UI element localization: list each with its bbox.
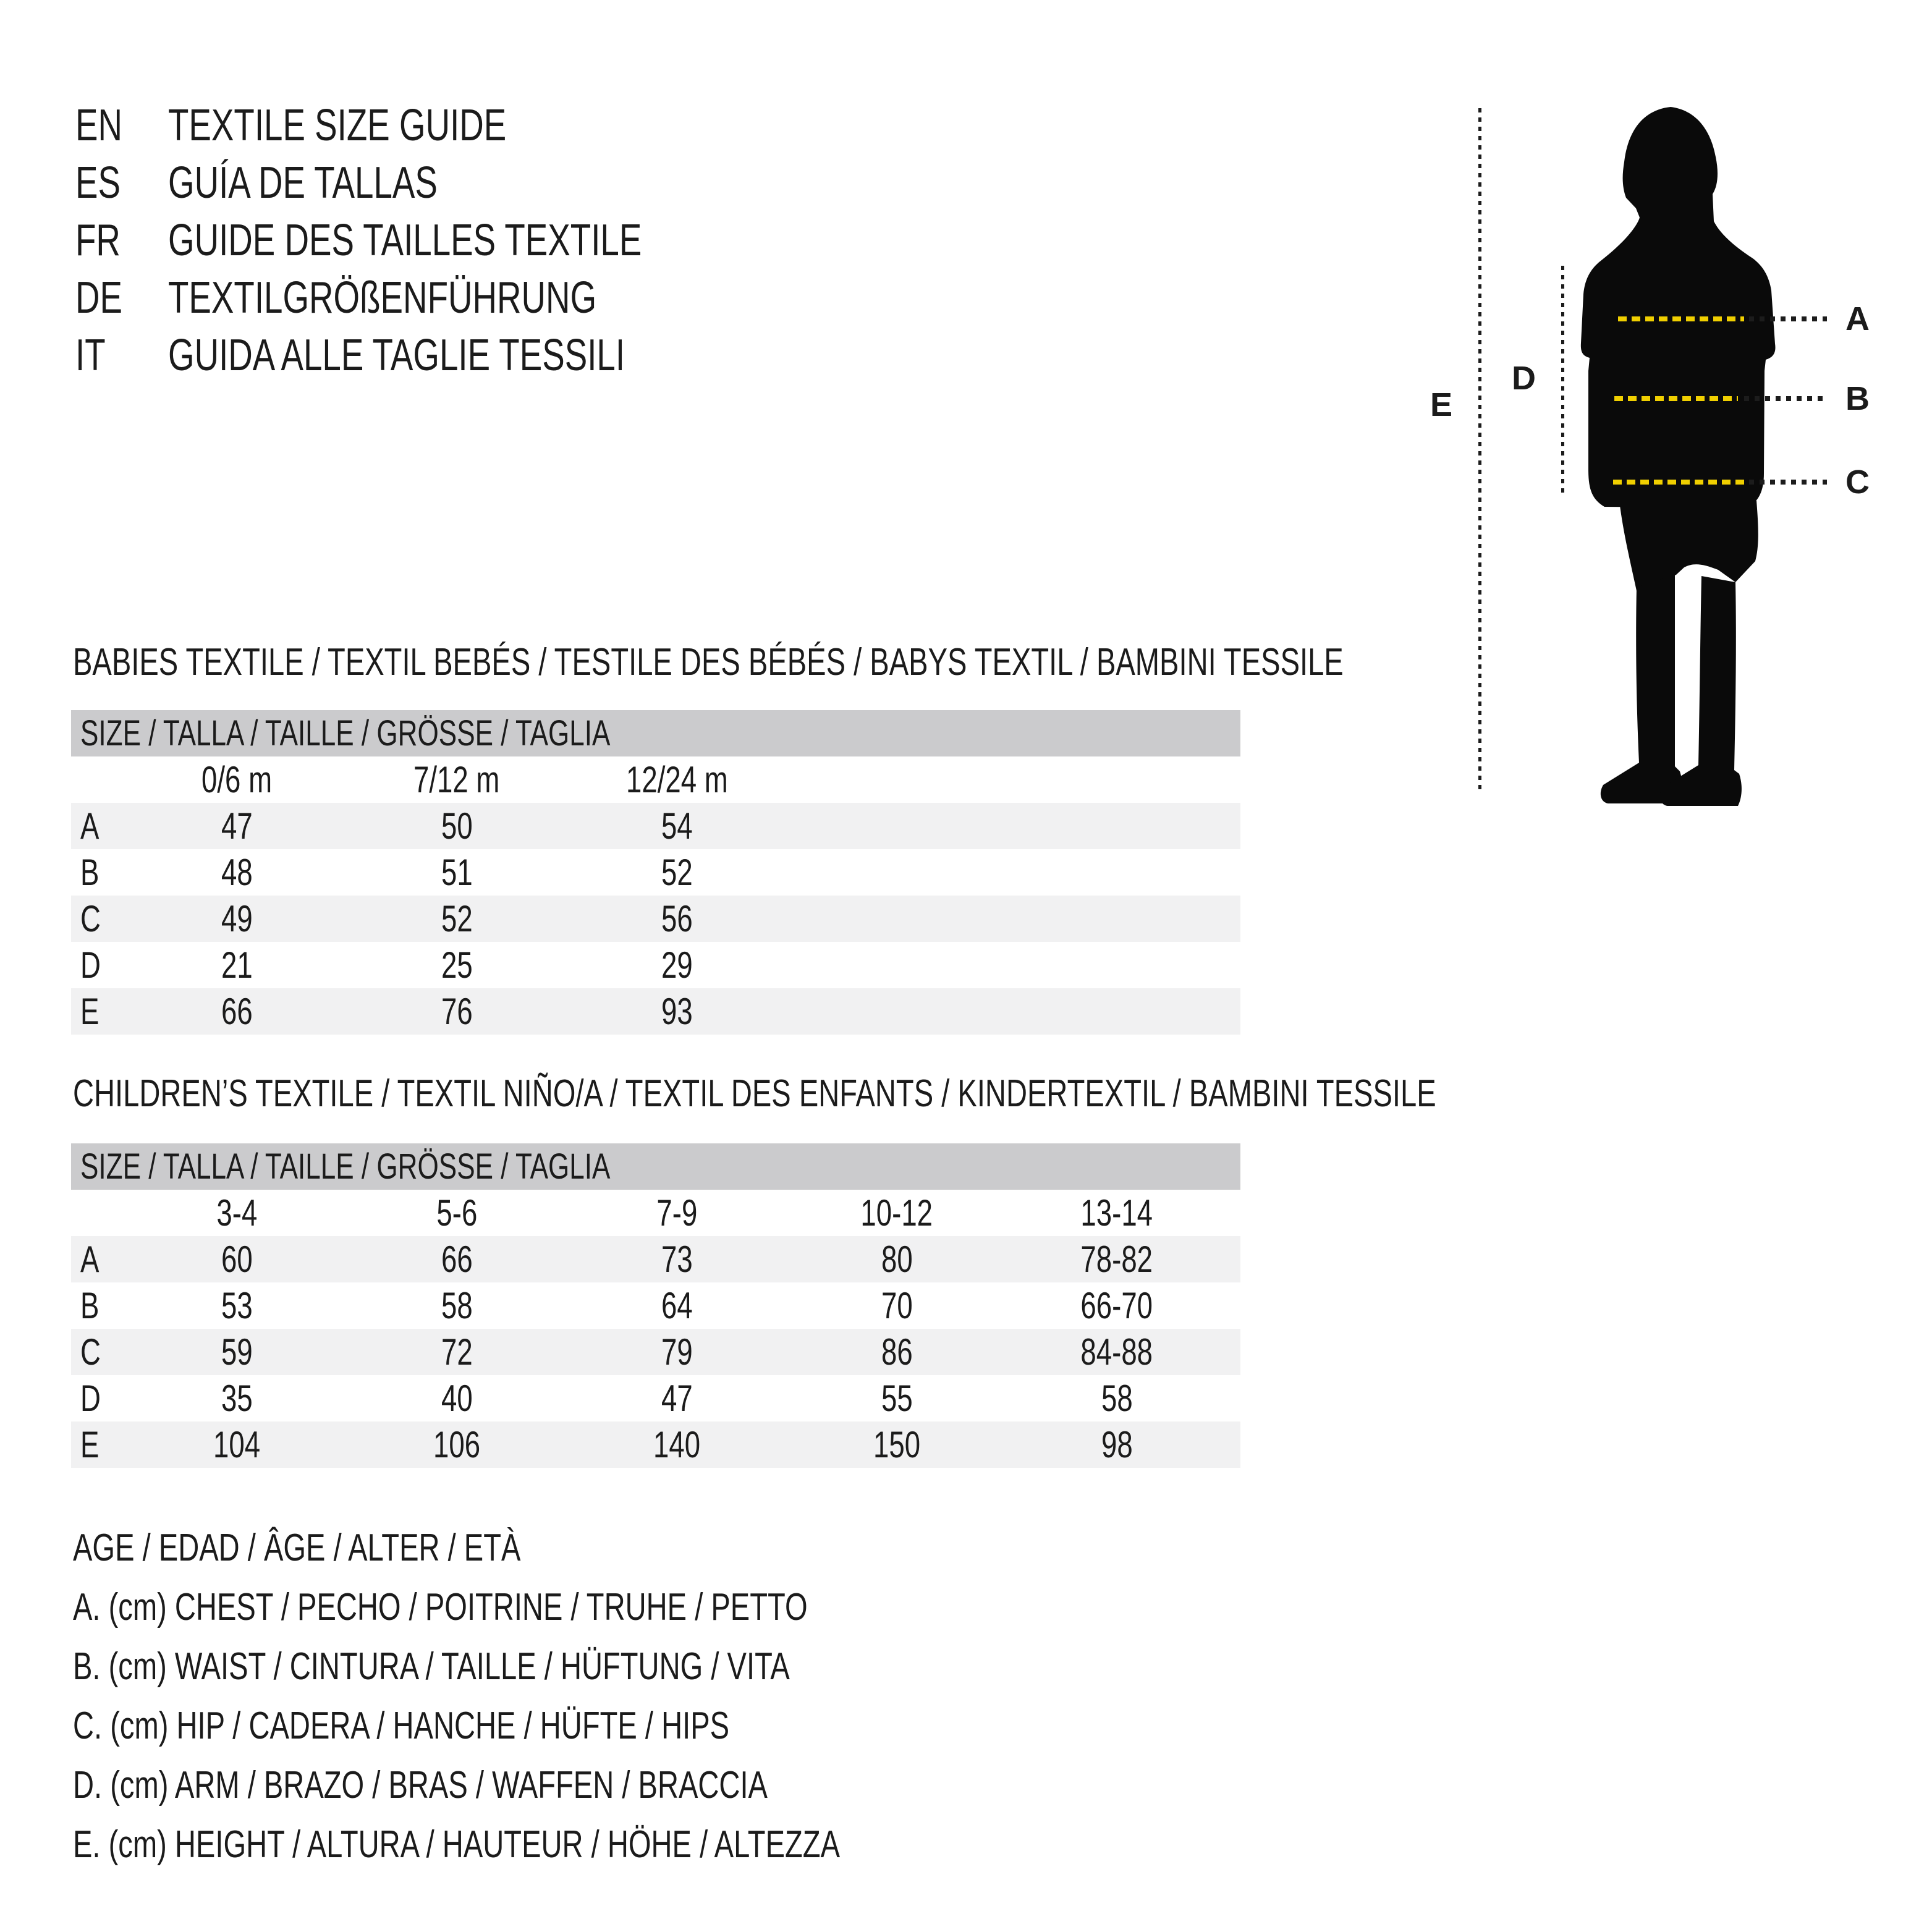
- column-header: 7/12 m: [413, 759, 500, 800]
- cell-value: 59: [221, 1331, 253, 1373]
- babies-size-header-bar: SIZE / TALLA / TAILLE / GRÖSSE / TAGLIA: [71, 710, 1240, 756]
- cell-value: 86: [881, 1331, 913, 1373]
- row-label: D: [80, 944, 101, 986]
- cell-value: 140: [653, 1424, 701, 1465]
- cell-value: 40: [441, 1378, 473, 1419]
- page-title: GUIDA ALLE TAGLIE TESSILI: [168, 331, 625, 380]
- children-column-header-row: [71, 1190, 1240, 1236]
- table-row: [71, 988, 1240, 1035]
- language-code: EN: [75, 101, 123, 150]
- page-title: GUÍA DE TALLAS: [168, 158, 438, 208]
- children-size-header-bar: SIZE / TALLA / TAILLE / GRÖSSE / TAGLIA: [71, 1143, 1240, 1190]
- cell-value: 76: [441, 991, 473, 1032]
- cell-value: 55: [881, 1378, 913, 1419]
- waist-line-connector: [1744, 396, 1827, 401]
- cell-value: 52: [661, 852, 693, 893]
- cell-value: 106: [433, 1424, 481, 1465]
- cell-value: 98: [1101, 1424, 1133, 1465]
- row-label: E: [80, 1424, 100, 1465]
- cell-value: 66: [221, 991, 253, 1032]
- title-language-list: [75, 97, 791, 384]
- cell-value: 66: [441, 1239, 473, 1280]
- language-code: DE: [75, 273, 123, 323]
- language-code: ES: [75, 158, 121, 208]
- row-label: C: [80, 1331, 101, 1373]
- column-header: 13-14: [1080, 1192, 1153, 1234]
- child-silhouette-icon: [1570, 105, 1811, 816]
- page-title: TEXTILGRÖßENFÜHRUNG: [168, 273, 597, 323]
- babies-size-table: [71, 710, 1240, 1035]
- legend-line-chest: A. (cm) CHEST / PECHO / POITRINE / TRUHE / PETTO: [73, 1586, 808, 1629]
- cell-value: 25: [441, 944, 473, 986]
- language-code: IT: [75, 331, 106, 380]
- cell-value: 64: [661, 1285, 693, 1326]
- row-label: A: [80, 1239, 100, 1280]
- column-header: 3-4: [216, 1192, 257, 1234]
- row-label: D: [80, 1378, 101, 1419]
- table-row: [71, 803, 1240, 849]
- cell-value: 72: [441, 1331, 473, 1373]
- marker-label-height: E: [1430, 386, 1453, 423]
- hip-line-connector: [1749, 480, 1827, 485]
- cell-value: 53: [221, 1285, 253, 1326]
- column-header: 12/24 m: [625, 759, 728, 800]
- cell-value: 150: [873, 1424, 921, 1465]
- legend-line-age: AGE / EDAD / ÂGE / ALTER / ETÀ: [73, 1527, 521, 1569]
- chest-measure-line: [1618, 316, 1744, 321]
- table-row: [71, 896, 1240, 942]
- row-label: C: [80, 898, 101, 939]
- column-header: 7-9: [656, 1192, 697, 1234]
- babies-section-heading: BABIES TEXTILE / TEXTIL BEBÉS / TESTILE DES BÉBÉS / BABYS TEXTIL / BAMBINI TESSILE: [73, 641, 1344, 684]
- cell-value: 56: [661, 898, 693, 939]
- waist-measure-line: [1614, 396, 1738, 401]
- language-row-fr: [75, 212, 791, 269]
- page-title: TEXTILE SIZE GUIDE: [168, 101, 507, 150]
- language-row-en: [75, 97, 791, 155]
- table-row: [71, 1329, 1240, 1375]
- height-measure-line: [1478, 108, 1481, 794]
- column-header: 5-6: [436, 1192, 477, 1234]
- table-row: [71, 1282, 1240, 1329]
- chest-line-connector: [1749, 316, 1827, 321]
- cell-value: 48: [221, 852, 253, 893]
- cell-value: 93: [661, 991, 693, 1032]
- marker-label-hip: C: [1845, 464, 1870, 501]
- row-label: A: [80, 805, 100, 847]
- cell-value: 84-88: [1080, 1331, 1153, 1373]
- cell-value: 49: [221, 898, 253, 939]
- babies-column-header-row: [71, 756, 1240, 803]
- table-row: [71, 942, 1240, 988]
- row-label: B: [80, 852, 100, 893]
- cell-value: 35: [221, 1378, 253, 1419]
- children-section-heading: CHILDREN’S TEXTILE / TEXTIL NIÑO/A / TEXTIL DES ENFANTS / KINDERTEXTIL / BAMBINI TESSILE: [73, 1072, 1436, 1115]
- table-row: [71, 1236, 1240, 1282]
- cell-value: 80: [881, 1239, 913, 1280]
- cell-value: 60: [221, 1239, 253, 1280]
- column-header: 0/6 m: [201, 759, 273, 800]
- legend-line-height: E. (cm) HEIGHT / ALTURA / HAUTEUR / HÖHE / ALTEZZA: [73, 1823, 840, 1866]
- page-title: GUIDE DES TAILLES TEXTILE: [168, 216, 642, 265]
- cell-value: 104: [213, 1424, 261, 1465]
- row-label: B: [80, 1285, 100, 1326]
- cell-value: 29: [661, 944, 693, 986]
- language-row-de: [75, 269, 791, 327]
- cell-value: 79: [661, 1331, 693, 1373]
- arm-measure-line: [1561, 266, 1564, 494]
- table-row: [71, 849, 1240, 896]
- cell-value: 47: [661, 1378, 693, 1419]
- measurement-legend: [73, 1519, 1082, 1875]
- cell-value: 47: [221, 805, 253, 847]
- marker-label-chest: A: [1845, 300, 1870, 337]
- cell-value: 50: [441, 805, 473, 847]
- cell-value: 51: [441, 852, 473, 893]
- legend-line-waist: B. (cm) WAIST / CINTURA / TAILLE / HÜFTUNG / VITA: [73, 1645, 790, 1688]
- cell-value: 66-70: [1080, 1285, 1153, 1326]
- marker-label-arm: D: [1512, 360, 1536, 397]
- cell-value: 78-82: [1080, 1239, 1153, 1280]
- cell-value: 73: [661, 1239, 693, 1280]
- legend-line-arm: D. (cm) ARM / BRAZO / BRAS / WAFFEN / BRACCIA: [73, 1764, 768, 1807]
- language-row-es: [75, 155, 791, 212]
- cell-value: 58: [1101, 1378, 1133, 1419]
- cell-value: 58: [441, 1285, 473, 1326]
- legend-line-hip: C. (cm) HIP / CADERA / HANCHE / HÜFTE / HIPS: [73, 1705, 730, 1747]
- cell-value: 70: [881, 1285, 913, 1326]
- children-size-table: [71, 1143, 1240, 1468]
- language-row-it: [75, 327, 791, 384]
- column-header: 10-12: [860, 1192, 933, 1234]
- cell-value: 21: [221, 944, 253, 986]
- cell-value: 52: [441, 898, 473, 939]
- row-label: E: [80, 991, 100, 1032]
- table-row: [71, 1375, 1240, 1421]
- table-row: [71, 1421, 1240, 1468]
- hip-measure-line: [1613, 480, 1744, 485]
- marker-label-waist: B: [1845, 380, 1870, 417]
- language-code: FR: [75, 216, 121, 265]
- cell-value: 54: [661, 805, 693, 847]
